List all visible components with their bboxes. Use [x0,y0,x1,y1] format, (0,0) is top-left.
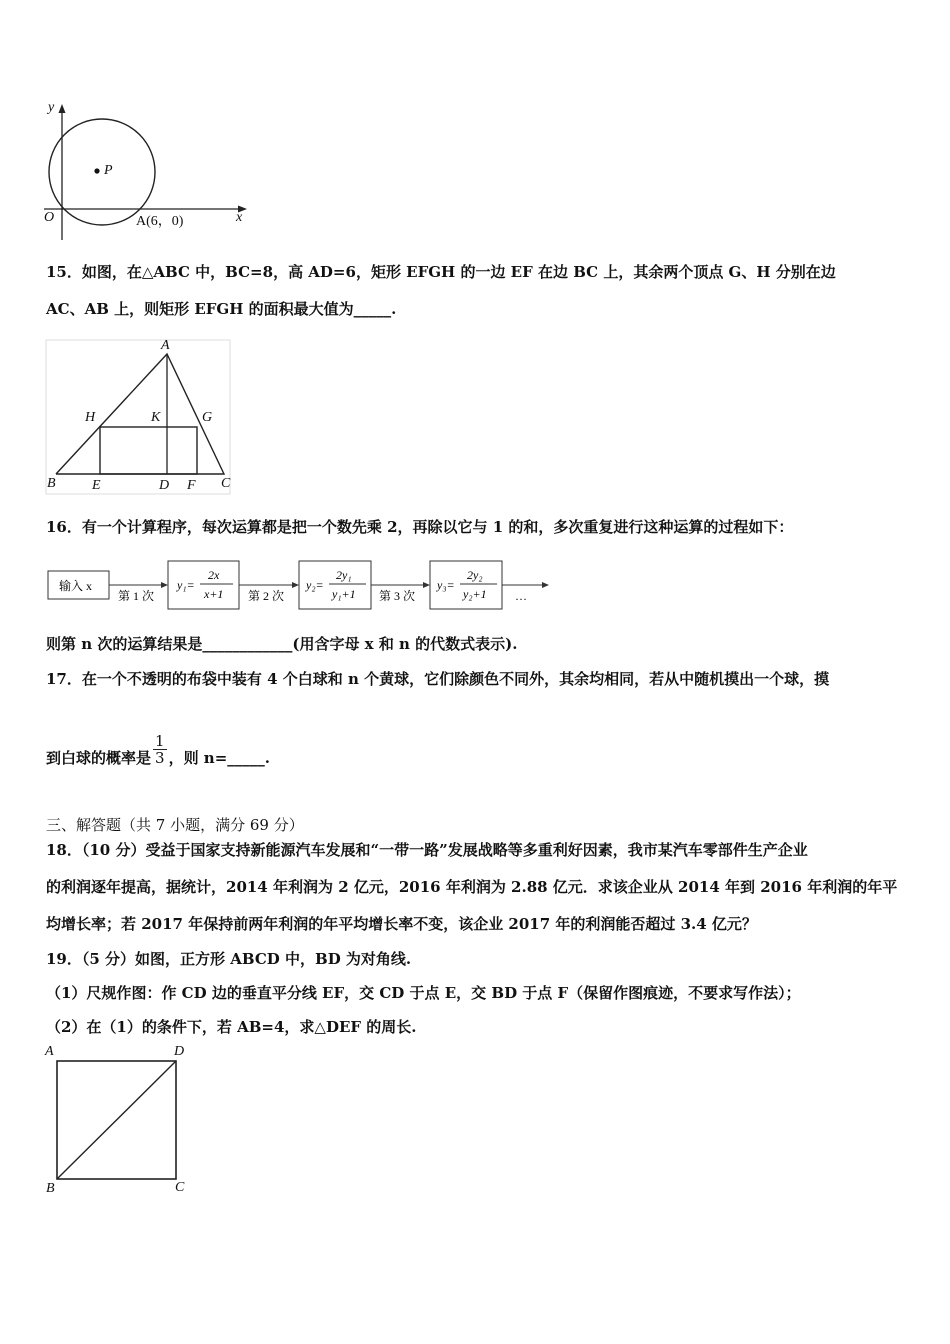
section-heading: 三、解答题（共 7 小题，满分 69 分） [46,816,304,834]
label-o: O [44,210,55,225]
label-D: D [159,478,170,493]
y1-lhs: y₁= [177,578,195,592]
flow-step1-label: 第 1 次 [118,589,155,603]
label-sq-B: B [46,1181,55,1196]
label-C: C [221,476,231,491]
q19-line2: （1）尺规作图：作 CD 边的垂直平分线 EF，交 CD 于点 E，交 BD 于点 F（保留作图痕迹，不要求写作法）； [46,984,801,1002]
q17-line1: 17．在一个不透明的布袋中装有 4 个白球和 n 个黄球，它们除颜色不同外，其余均相同，若从中随机摸出一个球，摸 [46,670,830,688]
y2-den: y₁+1 [332,587,356,601]
label-sq-C: C [175,1180,185,1195]
diagonal-bd [57,1061,176,1179]
label-G: G [202,410,213,425]
q18-line3: 均增长率；若 2017 年保持前两年利润的年平均增长率不变，该企业 2017 年的利润能否超过 3.4 亿元？ [46,915,757,933]
q18-line1: 18．（10 分）受益于国家支持新能源汽车发展和“一带一路”发展战略等多重利好因素，我市某汽车零部件生产企业 [46,841,808,859]
label-H: H [85,410,96,425]
flow-step3-label: 第 3 次 [379,589,416,603]
label-sq-A: A [45,1044,54,1059]
y2-lhs: y₂= [306,578,324,592]
q18-line2: 的利润逐年提高，据统计，2014 年利润为 2 亿元，2016 年利润为 2.88 亿元．求该企业从 2014 年到 2016 年利润的年平 [46,878,898,896]
flow-input-label: 输入 x [59,579,93,593]
y1-num: 2x [208,568,220,582]
fraction-denominator: 3 [155,748,165,767]
label-a: A(6，0) [136,214,184,229]
q16-line1: 16．有一个计算程序，每次运算都是把一个数先乘 2，再除以它与 1 的和，多次重复进行这种运算的过程如下： [46,518,794,536]
q19-line1: 19．（5 分）如图，正方形 ABCD 中，BD 为对角线. [46,950,412,968]
label-F: F [187,478,196,493]
y2-num: 2y₁ [336,568,352,582]
q16-line2: 则第 n 次的运算结果是____________(用含字母 x 和 n 的代数式表示). [46,635,518,653]
label-x: x [236,210,243,225]
q19-line3: （2）在（1）的条件下，若 AB=4，求△DEF 的周长. [46,1018,417,1036]
y1-den: x+1 [204,587,224,601]
label-p: P [104,163,113,178]
q17-suffix: ，则 n=_____. [168,749,270,767]
q15-line1: 15．如图，在△ABC 中，BC=8，高 AD=6，矩形 EFGH 的一边 EF 在边 BC 上，其余两个顶点 G、H 分别在边 [46,263,836,281]
flow-step2-label: 第 2 次 [248,589,285,603]
label-A: A [161,338,170,353]
y3-num: 2y₂ [467,568,483,582]
label-E: E [92,478,101,493]
label-K: K [151,410,161,425]
label-sq-D: D [174,1044,185,1059]
q15-line2: AC、AB 上，则矩形 EFGH 的面积最大值为_____. [46,300,397,318]
q17-prefix: 到白球的概率是 [46,749,152,767]
y3-lhs: y₃= [437,578,455,592]
fraction-numerator: 1 [155,731,165,750]
label-y: y [48,100,55,115]
flow-ellipsis: … [515,589,527,603]
label-B: B [47,476,56,491]
y3-den: y₂+1 [463,587,487,601]
